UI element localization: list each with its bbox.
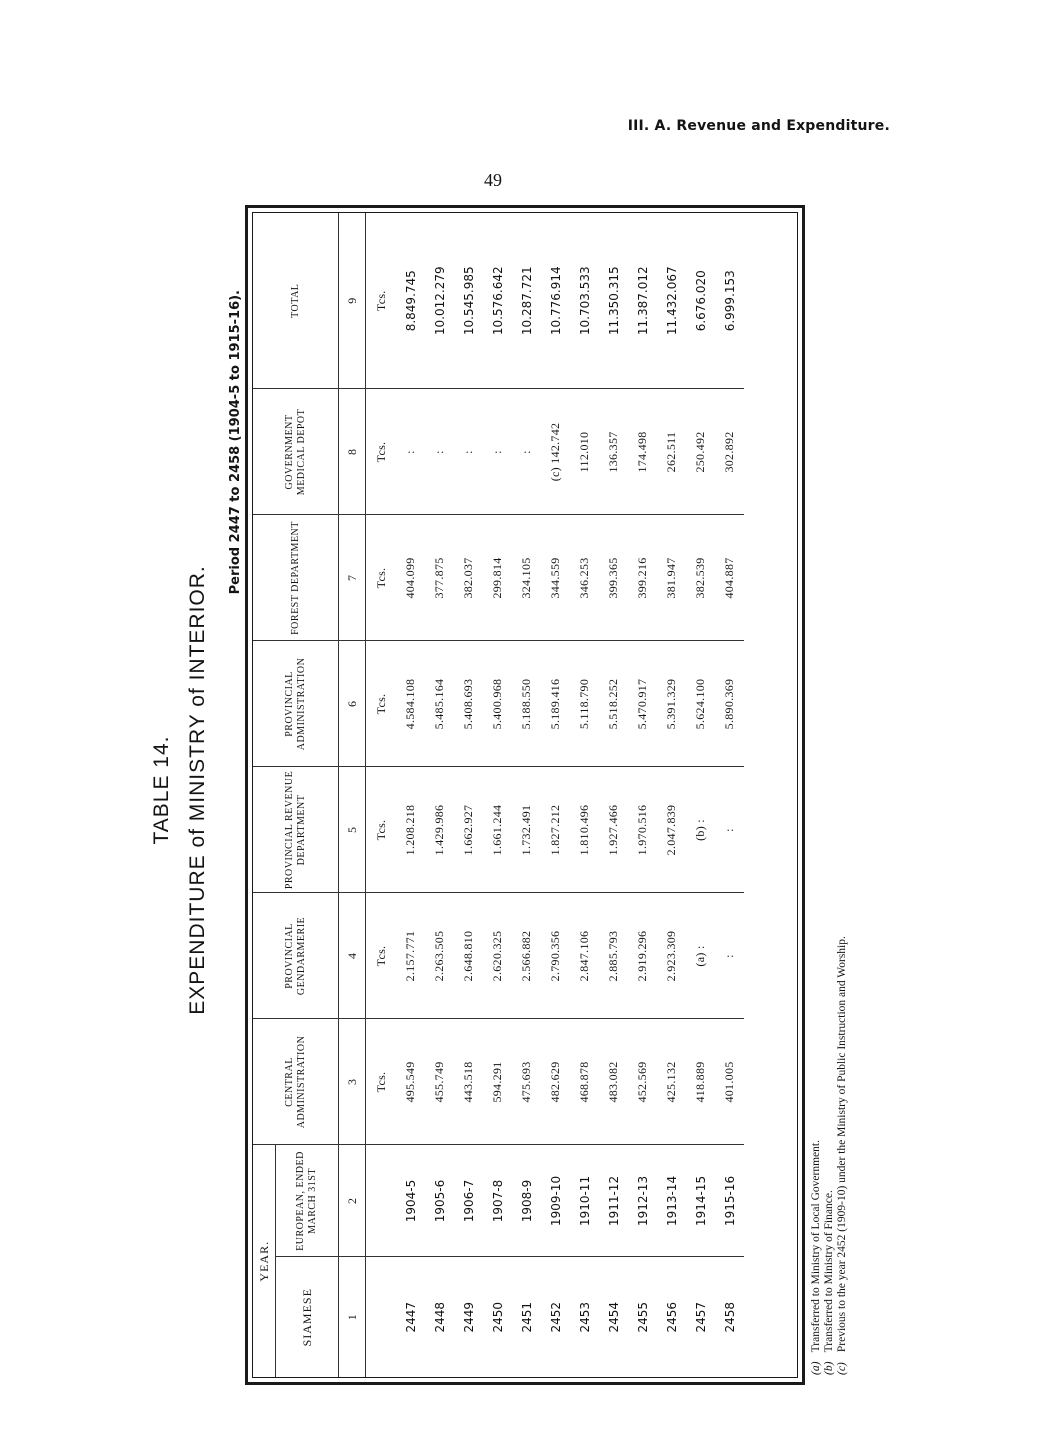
cell-medical-depot: 174.498 [628, 389, 657, 515]
table-row [599, 213, 628, 1377]
cell-provincial-revenue: (b) : [686, 767, 715, 893]
cell-provincial-revenue: 1.927.466 [599, 767, 628, 893]
rotated-table-page [150, 195, 848, 1385]
cell-total: 10.012.279 [425, 213, 454, 389]
cell-provincial-revenue: 1.661.244 [483, 767, 512, 893]
cell-total: 6.676.020 [686, 213, 715, 389]
cell-provincial-gendarmerie: 2.885.793 [599, 893, 628, 1019]
cell-european-year: 1912-13 [628, 1145, 657, 1257]
cell-central-administration: 594.291 [483, 1019, 512, 1145]
table-title: EXPENDITURE of MINISTRY of INTERIOR. [186, 565, 209, 1015]
cell-european-year: 1908-9 [512, 1145, 541, 1257]
cell-provincial-administration: 5.408.693 [454, 641, 483, 767]
cell-provincial-revenue: 1.827.212 [541, 767, 570, 893]
cell-provincial-administration: 5.118.790 [570, 641, 599, 767]
col-number: 7 [339, 515, 366, 641]
table-row [483, 213, 512, 1377]
unit-label: Tcs. [366, 389, 397, 515]
running-header: III. A. Revenue and Expenditure. [627, 118, 890, 134]
footnote [823, 936, 836, 1375]
cell-european-year: 1906-7 [454, 1145, 483, 1257]
table-row [570, 213, 599, 1377]
cell-forest-department: 382.037 [454, 515, 483, 641]
table-row [686, 213, 715, 1377]
cell-total: 10.576.642 [483, 213, 512, 389]
col-number: 4 [339, 893, 366, 1019]
col-header-forest-department: FOREST DEPARTMENT [253, 515, 339, 641]
col-number: 1 [339, 1257, 366, 1377]
table-frame [245, 205, 805, 1385]
cell-forest-department: 377.875 [425, 515, 454, 641]
cell-provincial-gendarmerie: 2.620.325 [483, 893, 512, 1019]
table-row [541, 213, 570, 1377]
cell-provincial-gendarmerie: 2.648.810 [454, 893, 483, 1019]
cell-forest-department: 404.887 [715, 515, 744, 641]
col-number: 2 [339, 1145, 366, 1257]
col-header-provincial-revenue-department: PROVINCIAL REVENUE DEPARTMENT [253, 767, 339, 893]
cell-provincial-administration: 5.890.369 [715, 641, 744, 767]
footnote-text: Transferred to Ministry of Finance. [823, 1190, 835, 1353]
unit-label: Tcs. [366, 515, 397, 641]
cell-siamese-year: 2452 [548, 1301, 563, 1333]
cell-provincial-gendarmerie: 2.263.505 [425, 893, 454, 1019]
cell-forest-department: 404.099 [396, 515, 425, 641]
cell-provincial-revenue: : [715, 767, 744, 893]
cell-provincial-administration: 4.584.108 [396, 641, 425, 767]
table-row [396, 213, 425, 1377]
cell-medical-depot: 136.357 [599, 389, 628, 515]
col-number: 8 [339, 389, 366, 515]
cell-provincial-revenue: 1.970.516 [628, 767, 657, 893]
cell-provincial-gendarmerie: 2.919.296 [628, 893, 657, 1019]
col-header-siamese: SIAMESE [276, 1257, 339, 1377]
cell-forest-department: 346.253 [570, 515, 599, 641]
cell-provincial-revenue: 1.429.986 [425, 767, 454, 893]
cell-european-year: 1911-12 [599, 1145, 628, 1257]
col-header-european: EUROPEAN, ENDED MARCH 31ST [276, 1145, 339, 1257]
cell-medical-depot: : [454, 389, 483, 515]
cell-central-administration: 495.549 [396, 1019, 425, 1145]
table-period: Period 2447 to 2458 (1904-5 to 1915-16). [228, 290, 243, 595]
cell-central-administration: 401.005 [715, 1019, 744, 1145]
cell-provincial-revenue: 1.662.927 [454, 767, 483, 893]
cell-provincial-administration: 5.624.100 [686, 641, 715, 767]
cell-provincial-administration: 5.189.416 [541, 641, 570, 767]
cell-forest-department: 344.559 [541, 515, 570, 641]
cell-medical-depot: 250.492 [686, 389, 715, 515]
cell-siamese-year: 2454 [606, 1301, 621, 1333]
table-body [366, 213, 745, 1377]
cell-provincial-gendarmerie: 2.790.356 [541, 893, 570, 1019]
cell-central-administration: 468.878 [570, 1019, 599, 1145]
cell-medical-depot: (c) 142.742 [541, 389, 570, 515]
footnote [836, 936, 849, 1375]
cell-siamese-year: 2449 [461, 1301, 476, 1333]
footnote-text: Transferred to Ministry of Local Government. [810, 1140, 822, 1353]
table-label: TABLE 14. [150, 735, 173, 845]
cell-total: 10.287.721 [512, 213, 541, 389]
cell-forest-department: 399.365 [599, 515, 628, 641]
cell-central-administration: 455.749 [425, 1019, 454, 1145]
cell-total: 10.545.985 [454, 213, 483, 389]
cell-siamese-year: 2451 [519, 1301, 534, 1333]
cell-central-administration: 475.693 [512, 1019, 541, 1145]
table-row [657, 213, 686, 1377]
table-row [628, 213, 657, 1377]
cell-medical-depot: : [396, 389, 425, 515]
cell-provincial-administration: 5.188.550 [512, 641, 541, 767]
cell-forest-department: 399.216 [628, 515, 657, 641]
cell-european-year: 1913-14 [657, 1145, 686, 1257]
cell-provincial-revenue: 2.047.839 [657, 767, 686, 893]
col-header-provincial-gendarmerie: PROVINCIAL GENDARMERIE [253, 893, 339, 1019]
cell-forest-department: 381.947 [657, 515, 686, 641]
col-header-provincial-administration: PROVINCIAL ADMINISTRATION [253, 641, 339, 767]
cell-siamese-year: 2456 [664, 1301, 679, 1333]
cell-provincial-gendarmerie: 2.847.106 [570, 893, 599, 1019]
cell-provincial-revenue: 1.208.218 [396, 767, 425, 893]
footnote-mark: (c) [836, 1362, 848, 1375]
expenditure-table [253, 213, 744, 1377]
unit-label: Tcs. [366, 213, 397, 389]
cell-total: 11.350.315 [599, 213, 628, 389]
cell-siamese-year: 2458 [722, 1301, 737, 1333]
cell-total: 11.432.067 [657, 213, 686, 389]
unit-label: Tcs. [366, 893, 397, 1019]
cell-total: 8.849.745 [396, 213, 425, 389]
cell-european-year: 1909-10 [541, 1145, 570, 1257]
cell-forest-department: 299.814 [483, 515, 512, 641]
cell-provincial-gendarmerie: : [715, 893, 744, 1019]
cell-siamese-year: 2457 [693, 1301, 708, 1333]
cell-medical-depot: 112.010 [570, 389, 599, 515]
cell-siamese-year: 2453 [577, 1301, 592, 1333]
cell-central-administration: 418.889 [686, 1019, 715, 1145]
cell-european-year: 1914-15 [686, 1145, 715, 1257]
cell-provincial-administration: 5.470.917 [628, 641, 657, 767]
cell-provincial-revenue: 1.810.496 [570, 767, 599, 893]
footnote-text: Previous to the year 2452 (1909-10) under the Ministry of Public Instruction and Worship. [836, 936, 848, 1353]
footnote-mark: (a) [810, 1361, 822, 1375]
col-number: 3 [339, 1019, 366, 1145]
cell-provincial-administration: 5.400.968 [483, 641, 512, 767]
unit-row [366, 213, 397, 1377]
cell-european-year: 1907-8 [483, 1145, 512, 1257]
cell-provincial-gendarmerie: 2.923.309 [657, 893, 686, 1019]
footnote-mark: (b) [823, 1361, 835, 1375]
cell-central-administration: 482.629 [541, 1019, 570, 1145]
cell-central-administration: 443.518 [454, 1019, 483, 1145]
cell-total: 11.387.012 [628, 213, 657, 389]
unit-label: Tcs. [366, 767, 397, 893]
col-number: 5 [339, 767, 366, 893]
footnote [810, 936, 823, 1375]
year-header: YEAR. [253, 1145, 276, 1377]
col-number: 9 [339, 213, 366, 389]
col-header-central-administration: CENTRAL ADMINISTRATION [253, 1019, 339, 1145]
cell-central-administration: 425.132 [657, 1019, 686, 1145]
cell-provincial-administration: 5.518.252 [599, 641, 628, 767]
cell-total: 10.703.533 [570, 213, 599, 389]
table-row [715, 213, 744, 1377]
table-row [512, 213, 541, 1377]
cell-medical-depot: : [512, 389, 541, 515]
cell-siamese-year: 2447 [403, 1301, 418, 1333]
cell-provincial-gendarmerie: (a) : [686, 893, 715, 1019]
footnotes [810, 936, 849, 1375]
cell-siamese-year: 2450 [490, 1301, 505, 1333]
page-number: 49 [484, 170, 502, 190]
cell-medical-depot: : [483, 389, 512, 515]
cell-siamese-year: 2448 [432, 1301, 447, 1333]
cell-central-administration: 483.082 [599, 1019, 628, 1145]
cell-provincial-gendarmerie: 2.157.771 [396, 893, 425, 1019]
unit-label: Tcs. [366, 641, 397, 767]
cell-european-year: 1904-5 [396, 1145, 425, 1257]
cell-forest-department: 382.539 [686, 515, 715, 641]
col-header-government-medical-depot: GOVERNMENT MEDICAL DEPOT [253, 389, 339, 515]
cell-total: 6.999.153 [715, 213, 744, 389]
cell-forest-department: 324.105 [512, 515, 541, 641]
table-row [454, 213, 483, 1377]
cell-provincial-administration: 5.485.164 [425, 641, 454, 767]
col-number: 6 [339, 641, 366, 767]
cell-medical-depot: 262.511 [657, 389, 686, 515]
cell-provincial-revenue: 1.732.491 [512, 767, 541, 893]
cell-medical-depot: : [425, 389, 454, 515]
cell-siamese-year: 2455 [635, 1301, 650, 1333]
cell-european-year: 1905-6 [425, 1145, 454, 1257]
cell-medical-depot: 302.892 [715, 389, 744, 515]
cell-provincial-administration: 5.391.329 [657, 641, 686, 767]
unit-label: Tcs. [366, 1019, 397, 1145]
col-header-total: TOTAL [253, 213, 339, 389]
cell-central-administration: 452.569 [628, 1019, 657, 1145]
cell-total: 10.776.914 [541, 213, 570, 389]
table-row [425, 213, 454, 1377]
cell-provincial-gendarmerie: 2.566.882 [512, 893, 541, 1019]
cell-european-year: 1910-11 [570, 1145, 599, 1257]
cell-european-year: 1915-16 [715, 1145, 744, 1257]
